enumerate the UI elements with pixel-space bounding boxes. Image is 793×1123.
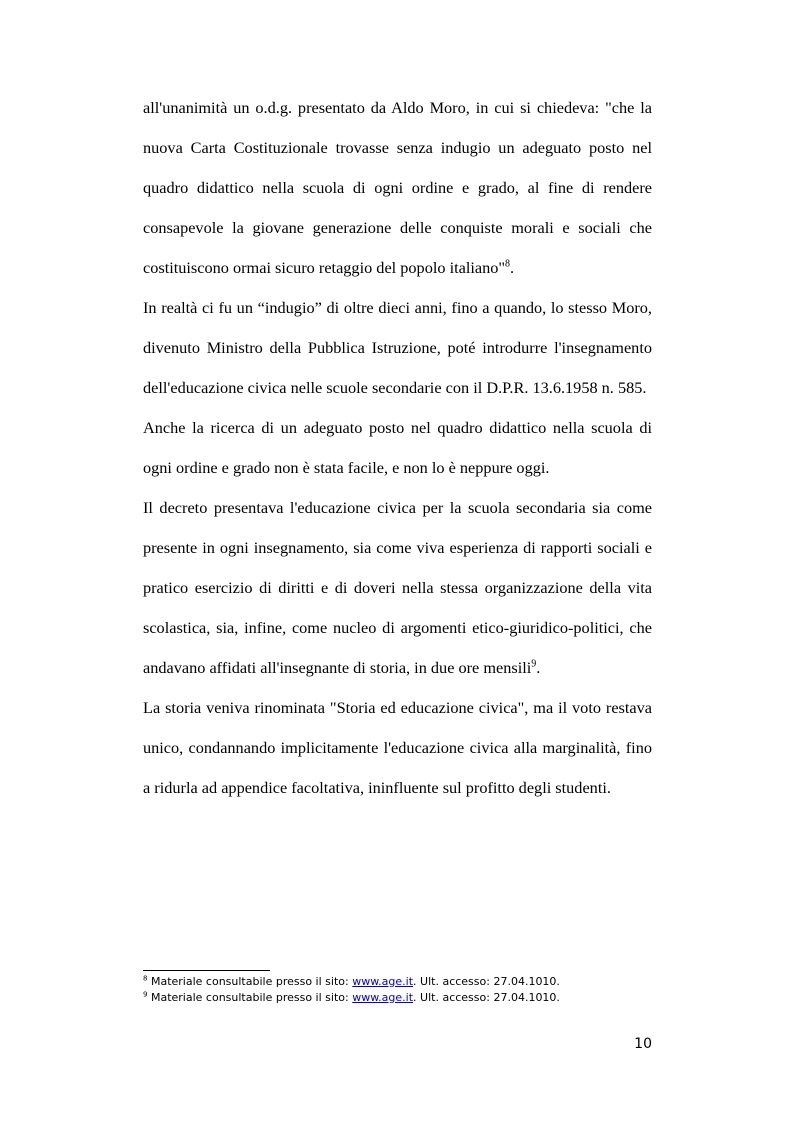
footnotes xyxy=(143,974,652,1006)
body-text xyxy=(143,88,652,808)
footnote-9: $^9$ Materiale consultabile presso il sito: www.age.it. Ult. accesso: 27.04.1010. xyxy=(143,990,560,1004)
footnote-ref-8[interactable]: 8 xyxy=(505,258,511,270)
paragraph-ricerca: Anche la ricerca di un adeguato posto nel quadro didattico nella scuola di ogni ordine e grado non è stata facile, e non lo è neppure oggi. xyxy=(143,418,652,477)
paragraph-decreto: Il decreto presentava l'educazione civica per la scuola secondaria sia come presente in ogni insegnamento, sia come viva esperienza di rapporti sociali e pratico esercizio di diritti e di doveri nella stessa organizzazione della vita scolastica, sia, infine, come nucleo di argomenti etico-giuridico-politici, che andavano affidati all'insegnante di storia, in due ore mensili$^9$. xyxy=(143,498,652,677)
footnote-ref-9[interactable]: 9 xyxy=(531,658,537,670)
footnote-9-link[interactable]: www.age.it xyxy=(352,991,414,1004)
footnote-8-link[interactable]: www.age.it xyxy=(352,975,414,988)
footnote-8: $^8$ Materiale consultabile presso il sito: www.age.it. Ult. accesso: 27.04.1010. xyxy=(143,974,560,988)
page-number: 10 xyxy=(634,1036,652,1052)
paragraph-storia: La storia veniva rinominata "Storia ed educazione civica", ma il voto restava unico, condannando implicitamente l'educazione civica alla marginalità, fino a ridurla ad appendice facoltativa, ininfluente sul profitto degli studenti. xyxy=(143,698,652,797)
footnote-separator xyxy=(143,970,270,971)
paragraph-moro-odg: all'unanimità un o.d.g. presentato da Aldo Moro, in cui si chiedeva: "che la nuova Carta Costituzionale trovasse senza indugio un adeguato posto nel quadro didattico nella scuola di ogni ordine e grado, al fine di rendere consapevole la giovane generazione delle conquiste morali e sociali che costituiscono ormai sicuro retaggio del popolo italiano"$^8$. xyxy=(143,98,652,277)
paragraph-indugio: In realtà ci fu un “indugio” di oltre dieci anni, fino a quando, lo stesso Moro, divenuto Ministro della Pubblica Istruzione, poté introdurre l'insegnamento dell'educazione civica nelle scuole secondarie con il D.P.R. 13.6.1958 n. 585. xyxy=(143,298,652,397)
